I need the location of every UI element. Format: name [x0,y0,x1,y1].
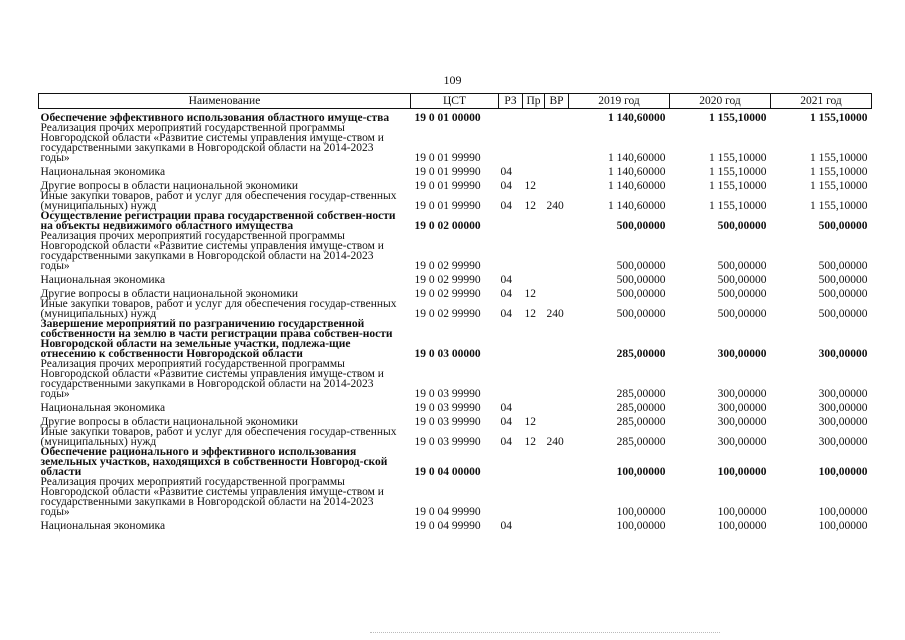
header-cst: ЦСТ [411,94,499,109]
cell-2021: 100,00000 [818,466,868,478]
cell-pr [523,517,545,531]
table-row [39,177,872,191]
cell-cst: 19 0 02 99990 [414,308,481,320]
cell-rz: 04 [500,166,512,178]
cell-2020: 1 155,10000 [709,166,767,178]
table-row [39,231,872,271]
cell-2019: 1 140,60000 [608,112,666,124]
cell-2019: 1 140,60000 [608,166,666,178]
table-row [39,517,872,531]
cell-name: Обеспечение рационального и эффективного использования земельных участков, находящихся в собственности Новгород-ской области [40,446,388,478]
cell-2021: 500,00000 [818,308,868,320]
table-row [39,285,872,299]
cell-cst: 19 0 01 99990 [414,152,481,164]
table-row [39,413,872,427]
cell-name: Реализация прочих мероприятий государственной программы Новгородской области «Развитие системы управления имуще-ством и государственными закупками в Новгородской области на 2014-2023 годы» [40,122,384,164]
scan-artifact-line [370,632,720,634]
cell-2019: 285,00000 [616,436,666,448]
cell-2019: 285,00000 [616,388,666,400]
cell-cst: 19 0 01 99990 [414,166,481,178]
cell-rz: 04 [500,200,512,212]
cell-pr [523,231,545,271]
cell-2019: 500,00000 [616,288,666,300]
cell-pr: 12 [524,416,536,428]
budget-table [38,93,872,531]
cell-pr [523,271,545,285]
cell-2021: 300,00000 [818,348,868,360]
cell-2021: 1 155,10000 [810,152,868,164]
cell-cst: 19 0 03 99990 [414,388,481,400]
cell-2021: 500,00000 [818,288,868,300]
cell-2021: 1 155,10000 [810,180,868,192]
table-row [39,319,872,359]
cell-name: Завершение мероприятий по разграничению государственной собственности на землю в части регистрации права собствен-ности Новгородской области на земельные участки, подлежа-щие отнесению к собственности Новгородской области [40,318,393,360]
cell-rz: 04 [500,274,512,286]
cell-vr [545,319,569,359]
cell-name: Реализация прочих мероприятий государственной программы Новгородской области «Развитие системы управления имуще-ством и государственными закупками в Новгородской области на 2014-2023 годы» [40,476,384,518]
page-number: 109 [443,73,462,87]
cell-rz [499,447,523,477]
cell-cst: 19 0 02 00000 [414,220,481,232]
cell-2019: 100,00000 [616,466,666,478]
cell-cst: 19 0 02 99990 [414,288,481,300]
table-row [39,477,872,517]
cell-2019: 285,00000 [616,402,666,414]
header-2021: 2021 год [771,94,872,109]
cell-2021: 500,00000 [818,274,868,286]
cell-cst: 19 0 02 99990 [414,274,481,286]
cell-rz: 04 [500,436,512,448]
cell-2019: 1 140,60000 [608,180,666,192]
cell-vr [545,447,569,477]
table-row [39,109,872,124]
cell-rz: 04 [500,288,512,300]
cell-2019: 100,00000 [616,506,666,518]
cell-pr: 12 [524,308,536,320]
cell-2019: 500,00000 [616,220,666,232]
cell-2021: 300,00000 [818,416,868,428]
table-row [39,399,872,413]
cell-2020: 300,00000 [717,416,767,428]
cell-2020: 300,00000 [717,402,767,414]
header-2019: 2019 год [569,94,670,109]
cell-pr [523,359,545,399]
cell-pr [523,399,545,413]
cell-name: Национальная экономика [40,402,166,414]
cell-2019: 100,00000 [616,520,666,532]
cell-2020: 500,00000 [717,288,767,300]
cell-rz [499,319,523,359]
cell-2021: 1 155,10000 [810,200,868,212]
cell-2021: 300,00000 [818,402,868,414]
cell-rz [499,109,523,124]
cell-2019: 1 140,60000 [608,200,666,212]
cell-2021: 1 155,10000 [810,166,868,178]
cell-rz [499,231,523,271]
cell-vr [545,177,569,191]
cell-2021: 100,00000 [818,506,868,518]
cell-vr: 240 [546,308,564,320]
cell-pr [523,319,545,359]
cell-vr [545,163,569,177]
cell-2020: 300,00000 [717,348,767,360]
cell-pr [523,123,545,163]
cell-name: Другие вопросы в области национальной экономики [40,416,299,428]
cell-cst: 19 0 03 99990 [414,436,481,448]
table-row [39,163,872,177]
cell-name: Другие вопросы в области национальной экономики [40,180,299,192]
cell-vr [545,399,569,413]
cell-2020: 500,00000 [717,260,767,272]
header-vr: ВР [545,94,569,109]
header-name: Наименование [39,94,411,109]
header-2020: 2020 год [670,94,771,109]
cell-2021: 300,00000 [818,388,868,400]
table-row [39,271,872,285]
cell-2020: 1 155,10000 [709,112,767,124]
cell-2019: 500,00000 [616,308,666,320]
cell-pr [523,447,545,477]
cell-cst: 19 0 01 00000 [414,112,481,124]
cell-cst: 19 0 04 00000 [414,466,481,478]
table-header-row [39,94,872,109]
cell-rz: 04 [500,520,512,532]
cell-pr: 12 [524,436,536,448]
cell-pr [523,163,545,177]
table-row [39,447,872,477]
cell-vr: 240 [546,200,564,212]
cell-name: Национальная экономика [40,166,166,178]
cell-rz: 04 [500,416,512,428]
cell-cst: 19 0 03 99990 [414,416,481,428]
cell-name: Другие вопросы в области национальной экономики [40,288,299,300]
cell-cst: 19 0 01 99990 [414,200,481,212]
cell-vr [545,123,569,163]
cell-2020: 500,00000 [717,308,767,320]
cell-2019: 500,00000 [616,260,666,272]
cell-rz [499,477,523,517]
cell-name: Иные закупки товаров, работ и услуг для обеспечения государ-ственных (муниципальных) нужд [40,298,397,320]
cell-2020: 1 155,10000 [709,200,767,212]
cell-2020: 100,00000 [717,520,767,532]
cell-rz [499,211,523,231]
table-row [39,191,872,211]
table-row [39,211,872,231]
cell-pr: 12 [524,200,536,212]
cell-name: Реализация прочих мероприятий государственной программы Новгородской области «Развитие системы управления имуще-ством и государственными закупками в Новгородской области на 2014-2023 годы» [40,358,384,400]
cell-pr: 12 [524,288,536,300]
cell-pr [523,211,545,231]
cell-vr [545,231,569,271]
cell-name: Национальная экономика [40,274,166,286]
cell-vr [545,517,569,531]
cell-rz: 04 [500,308,512,320]
cell-rz: 04 [500,402,512,414]
cell-2020: 300,00000 [717,388,767,400]
cell-2020: 500,00000 [717,274,767,286]
cell-name: Осуществление регистрации права государственной собствен-ности на объекты недвижимого областного имущества [40,210,396,232]
cell-rz: 04 [500,180,512,192]
cell-2019: 500,00000 [616,274,666,286]
cell-2021: 100,00000 [818,520,868,532]
cell-name: Обеспечение эффективного использования областного имуще-ства [40,112,390,124]
table-body [39,109,872,532]
cell-cst: 19 0 03 99990 [414,402,481,414]
cell-2019: 285,00000 [616,416,666,428]
cell-vr [545,109,569,124]
cell-vr [545,285,569,299]
cell-vr [545,413,569,427]
cell-2020: 1 155,10000 [709,152,767,164]
cell-rz [499,123,523,163]
cell-2019: 285,00000 [616,348,666,360]
cell-2019: 1 140,60000 [608,152,666,164]
cell-name: Иные закупки товаров, работ и услуг для обеспечения государ-ственных (муниципальных) нужд [40,426,397,448]
cell-vr [545,359,569,399]
cell-cst: 19 0 01 99990 [414,180,481,192]
table-row [39,299,872,319]
cell-2020: 300,00000 [717,436,767,448]
cell-cst: 19 0 04 99990 [414,520,481,532]
cell-vr [545,477,569,517]
cell-2020: 500,00000 [717,220,767,232]
table-row [39,123,872,163]
header-pr: Пр [523,94,545,109]
cell-vr [545,211,569,231]
cell-cst: 19 0 02 99990 [414,260,481,272]
cell-cst: 19 0 04 99990 [414,506,481,518]
cell-pr [523,109,545,124]
cell-2021: 500,00000 [818,220,868,232]
cell-2021: 500,00000 [818,260,868,272]
cell-2021: 300,00000 [818,436,868,448]
cell-name: Реализация прочих мероприятий государственной программы Новгородской области «Развитие системы управления имуще-ством и государственными закупками в Новгородской области на 2014-2023 годы» [40,230,384,272]
cell-name: Иные закупки товаров, работ и услуг для обеспечения государ-ственных (муниципальных) нужд [40,190,397,212]
cell-pr [523,477,545,517]
table-row [39,359,872,399]
table-row [39,427,872,447]
cell-2020: 100,00000 [717,466,767,478]
header-rz: РЗ [499,94,523,109]
cell-vr: 240 [546,436,564,448]
cell-2020: 1 155,10000 [709,180,767,192]
cell-pr: 12 [524,180,536,192]
cell-2020: 100,00000 [717,506,767,518]
cell-vr [545,271,569,285]
cell-2021: 1 155,10000 [810,112,868,124]
cell-name: Национальная экономика [40,520,166,532]
cell-rz [499,359,523,399]
cell-cst: 19 0 03 00000 [414,348,481,360]
